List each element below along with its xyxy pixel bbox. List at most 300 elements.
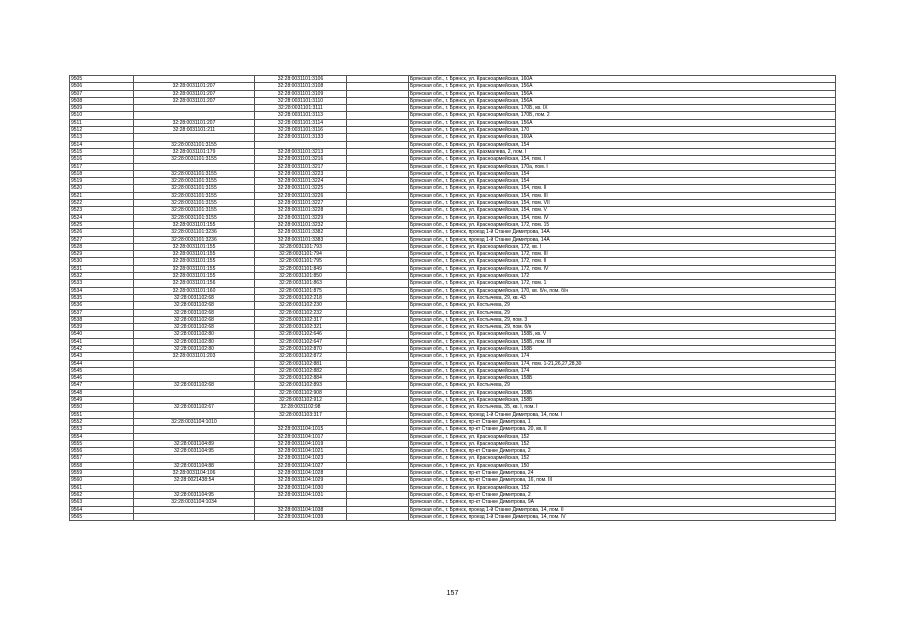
cadastral-number-cell: 32:28:0031101:3110 xyxy=(255,97,347,104)
registry-table xyxy=(69,75,836,521)
row-number-cell: 9527 xyxy=(70,236,134,243)
cadastral-number-cell: 32:28:0031104:1027 xyxy=(255,462,347,469)
empty-cell xyxy=(347,97,409,104)
table-row xyxy=(70,316,836,323)
address-cell: Брянская обл., г. Брянск, проезд 1-й Станке Димитрова, 14, пом. II xyxy=(409,506,836,513)
row-number-cell: 9542 xyxy=(70,345,134,352)
empty-cell xyxy=(347,265,409,272)
row-number-cell: 9512 xyxy=(70,127,134,134)
table-row xyxy=(70,411,836,418)
row-number-cell: 9518 xyxy=(70,170,134,177)
address-cell: Брянская обл., г. Брянск, ул. Костычева, 35, кв. I, пом. I xyxy=(409,404,836,411)
cadastral-number-cell: 32:28:0031102:884 xyxy=(255,375,347,382)
parent-cadastral-number-cell: 32:28:0031101:155 xyxy=(134,258,255,265)
row-number-cell: 9541 xyxy=(70,338,134,345)
cadastral-number-cell: 32:28:0031101:3226 xyxy=(255,192,347,199)
table-row xyxy=(70,105,836,112)
address-cell: Брянская обл., г. Брянск, пр-кт Станке Димитрова, 9А xyxy=(409,499,836,506)
cadastral-number-cell: 32:28:0031102:317 xyxy=(255,316,347,323)
empty-cell xyxy=(347,178,409,185)
address-cell: Брянская обл., г. Брянск, ул. Красноармейская, 170а, пом. I xyxy=(409,163,836,170)
row-number-cell: 9520 xyxy=(70,185,134,192)
cadastral-number-cell: 32:28:0031101:3383 xyxy=(255,236,347,243)
table-row xyxy=(70,499,836,506)
row-number-cell: 9538 xyxy=(70,316,134,323)
row-number-cell: 9563 xyxy=(70,499,134,506)
table-row xyxy=(70,83,836,90)
row-number-cell: 9554 xyxy=(70,433,134,440)
row-number-cell: 9524 xyxy=(70,214,134,221)
empty-cell xyxy=(347,448,409,455)
table-row xyxy=(70,484,836,491)
cadastral-number-cell: 32:28:0031102:872 xyxy=(255,353,347,360)
parent-cadastral-number-cell: 32:28:0031101:160 xyxy=(134,287,255,294)
parent-cadastral-number-cell: 32:28:0031101:155 xyxy=(134,265,255,272)
parent-cadastral-number-cell: 32:28:0031104:95 xyxy=(134,491,255,498)
page-number: 157 xyxy=(446,590,459,597)
empty-cell xyxy=(347,119,409,126)
parent-cadastral-number-cell xyxy=(134,76,255,83)
parent-cadastral-number-cell: 32:28:0031101:179 xyxy=(134,148,255,155)
address-cell: Брянская обл., г. Брянск, ул. Красноармейская, 154 xyxy=(409,141,836,148)
cadastral-number-cell: 32:28:0031102:218 xyxy=(255,294,347,301)
row-number-cell: 9562 xyxy=(70,491,134,498)
parent-cadastral-number-cell: 32:28:0031104:1010 xyxy=(134,418,255,425)
table-row xyxy=(70,207,836,214)
row-number-cell: 9558 xyxy=(70,462,134,469)
empty-cell xyxy=(347,76,409,83)
row-number-cell: 9513 xyxy=(70,134,134,141)
address-cell: Брянская обл., г. Брянск, ул. Костычева, 29, пом. 3 xyxy=(409,316,836,323)
cadastral-number-cell: 32:28:0031101:793 xyxy=(255,243,347,250)
table-row xyxy=(70,382,836,389)
address-cell: Брянская обл., г. Брянск, ул. Красноармейская, 170Б, пом. 2 xyxy=(409,112,836,119)
table-row xyxy=(70,134,836,141)
row-number-cell: 9530 xyxy=(70,258,134,265)
empty-cell xyxy=(347,236,409,243)
empty-cell xyxy=(347,411,409,418)
row-number-cell: 9547 xyxy=(70,382,134,389)
cadastral-number-cell: 32:28:0031101:794 xyxy=(255,251,347,258)
parent-cadastral-number-cell xyxy=(134,360,255,367)
cadastral-number-cell: 32:28:0031101:3106 xyxy=(255,76,347,83)
table-row xyxy=(70,192,836,199)
table-row xyxy=(70,119,836,126)
address-cell: Брянская обл., г. Брянск, ул. Красноармейская, 158Б xyxy=(409,345,836,352)
address-cell: Брянская обл., г. Брянск, ул. Костычева, 29 xyxy=(409,382,836,389)
table-row xyxy=(70,90,836,97)
cadastral-number-cell: 32:28:0031101:3116 xyxy=(255,127,347,134)
empty-cell xyxy=(347,141,409,148)
row-number-cell: 9561 xyxy=(70,484,134,491)
cadastral-number-cell: 32:28:0031101:3224 xyxy=(255,178,347,185)
cadastral-number-cell: 32:28:0031102:232 xyxy=(255,309,347,316)
table-row xyxy=(70,462,836,469)
table-row xyxy=(70,418,836,425)
table-row xyxy=(70,265,836,272)
table-row xyxy=(70,251,836,258)
parent-cadastral-number-cell xyxy=(134,375,255,382)
address-cell: Брянская обл., г. Брянск, ул. Красноармейская, 156А xyxy=(409,83,836,90)
address-cell: Брянская обл., г. Брянск, ул. Крахмалева, 2, пом. I xyxy=(409,148,836,155)
parent-cadastral-number-cell: 32:28:0031101:155 xyxy=(134,243,255,250)
address-cell: Брянская обл., г. Брянск, ул. Красноармейская, 152 xyxy=(409,484,836,491)
cadastral-number-cell: 32:28:0031101:3213 xyxy=(255,148,347,155)
table-row xyxy=(70,258,836,265)
parent-cadastral-number-cell xyxy=(134,112,255,119)
empty-cell xyxy=(347,433,409,440)
row-number-cell: 9540 xyxy=(70,331,134,338)
address-cell: Брянская обл., г. Брянск, ул. Костычева, 29 xyxy=(409,309,836,316)
cadastral-number-cell xyxy=(255,418,347,425)
empty-cell xyxy=(347,360,409,367)
empty-cell xyxy=(347,134,409,141)
cadastral-number-cell: 32:28:0031104:1038 xyxy=(255,506,347,513)
row-number-cell: 9506 xyxy=(70,83,134,90)
address-cell: Брянская обл., г. Брянск, ул. Красноармейская, 154, пом. II xyxy=(409,185,836,192)
cadastral-number-cell: 32:28:0031101:3227 xyxy=(255,200,347,207)
parent-cadastral-number-cell: 32:28:0021438:54 xyxy=(134,477,255,484)
cadastral-number-cell: 32:28:0031101:3111 xyxy=(255,105,347,112)
address-cell: Брянская обл., г. Брянск, проезд 1-й Станке Димитрова, 14, пом. IV xyxy=(409,513,836,520)
empty-cell xyxy=(347,367,409,374)
address-cell: Брянская обл., г. Брянск, ул. Красноармейская, 152 xyxy=(409,433,836,440)
parent-cadastral-number-cell: 32:28:0031104:89 xyxy=(134,440,255,447)
parent-cadastral-number-cell: 32:28:0031101:203 xyxy=(134,353,255,360)
table-row xyxy=(70,200,836,207)
address-cell: Брянская обл., г. Брянск, ул. Костычева, 29 xyxy=(409,302,836,309)
parent-cadastral-number-cell xyxy=(134,513,255,520)
parent-cadastral-number-cell: 32:28:0031101:3155 xyxy=(134,141,255,148)
cadastral-number-cell: 32:28:0031101:849 xyxy=(255,265,347,272)
parent-cadastral-number-cell: 32:28:0031102:67 xyxy=(134,404,255,411)
table-row xyxy=(70,178,836,185)
parent-cadastral-number-cell: 32:28:0031104:106 xyxy=(134,470,255,477)
address-cell: Брянская обл., г. Брянск, ул. Красноармейская, 154, пом. III xyxy=(409,192,836,199)
address-cell: Брянская обл., г. Брянск, пр-кт Станке Димитрова, 2 xyxy=(409,491,836,498)
empty-cell xyxy=(347,389,409,396)
address-cell: Брянская обл., г. Брянск, ул. Красноармейская, 154, пом. V xyxy=(409,207,836,214)
empty-cell xyxy=(347,440,409,447)
cadastral-number-cell: 32:28:0031102:912 xyxy=(255,397,347,404)
cadastral-number-cell: 32:28:0031104:1019 xyxy=(255,440,347,447)
address-cell: Брянская обл., г. Брянск, ул. Красноармейская, 150 xyxy=(409,462,836,469)
table-row xyxy=(70,221,836,228)
row-number-cell: 9511 xyxy=(70,119,134,126)
cadastral-number-cell: 32:28:0031104:1028 xyxy=(255,470,347,477)
table-row xyxy=(70,273,836,280)
table-row xyxy=(70,360,836,367)
address-cell: Брянская обл., г. Брянск, ул. Красноармейская, 160А xyxy=(409,134,836,141)
row-number-cell: 9519 xyxy=(70,178,134,185)
row-number-cell: 9509 xyxy=(70,105,134,112)
parent-cadastral-number-cell: 32:28:0031102:68 xyxy=(134,294,255,301)
empty-cell xyxy=(347,280,409,287)
empty-cell xyxy=(347,353,409,360)
cadastral-number-cell: 32:28:0031101:3229 xyxy=(255,214,347,221)
parent-cadastral-number-cell: 32:28:0031104:88 xyxy=(134,462,255,469)
cadastral-number-cell: 32:28:0031104:1023 xyxy=(255,455,347,462)
row-number-cell: 9565 xyxy=(70,513,134,520)
table-row xyxy=(70,389,836,396)
row-number-cell: 9555 xyxy=(70,440,134,447)
address-cell: Брянская обл., г. Брянск, пр-кт Станке Димитрова, 16, пом. III xyxy=(409,477,836,484)
table-row xyxy=(70,426,836,433)
parent-cadastral-number-cell: 32:28:0031104:1034 xyxy=(134,499,255,506)
empty-cell xyxy=(347,148,409,155)
empty-cell xyxy=(347,170,409,177)
address-cell: Брянская обл., г. Брянск, ул. Красноармейская, 156А xyxy=(409,119,836,126)
table-row xyxy=(70,185,836,192)
empty-cell xyxy=(347,309,409,316)
address-cell: Брянская обл., г. Брянск, ул. Красноармейская, 172, пом. III xyxy=(409,251,836,258)
row-number-cell: 9535 xyxy=(70,294,134,301)
table-row xyxy=(70,287,836,294)
row-number-cell: 9528 xyxy=(70,243,134,250)
table-row xyxy=(70,455,836,462)
cadastral-number-cell: 32:28:0031101:3109 xyxy=(255,90,347,97)
empty-cell xyxy=(347,156,409,163)
row-number-cell: 9521 xyxy=(70,192,134,199)
cadastral-number-cell: 32:28:0031101:3232 xyxy=(255,221,347,228)
empty-cell xyxy=(347,243,409,250)
parent-cadastral-number-cell xyxy=(134,426,255,433)
cadastral-number-cell: 32:28:0031102:647 xyxy=(255,338,347,345)
cadastral-number-cell: 32:28:0031101:875 xyxy=(255,287,347,294)
cadastral-number-cell: 32:28:0031104:1031 xyxy=(255,491,347,498)
cadastral-number-cell: 32:28:0031104:1029 xyxy=(255,477,347,484)
table-row xyxy=(70,324,836,331)
empty-cell xyxy=(347,127,409,134)
parent-cadastral-number-cell: 32:28:0031102:80 xyxy=(134,345,255,352)
table-row xyxy=(70,470,836,477)
parent-cadastral-number-cell xyxy=(134,134,255,141)
cadastral-number-cell: 32:28:0031102:881 xyxy=(255,360,347,367)
empty-cell xyxy=(347,105,409,112)
table-row xyxy=(70,433,836,440)
cadastral-number-cell: 32:28:0031101:850 xyxy=(255,273,347,280)
cadastral-number-cell: 32:28:0031104:1021 xyxy=(255,448,347,455)
table-row xyxy=(70,309,836,316)
empty-cell xyxy=(347,316,409,323)
parent-cadastral-number-cell: 32:28:0031101:3155 xyxy=(134,185,255,192)
cadastral-number-cell: 32:28:0031102:893 xyxy=(255,382,347,389)
table-row xyxy=(70,331,836,338)
row-number-cell: 9517 xyxy=(70,163,134,170)
address-cell: Брянская обл., г. Брянск, пр-кт Станке Димитрова, 24 xyxy=(409,470,836,477)
empty-cell xyxy=(347,345,409,352)
address-cell: Брянская обл., г. Брянск, ул. Красноармейская, 154, пом. I xyxy=(409,156,836,163)
empty-cell xyxy=(347,200,409,207)
address-cell: Брянская обл., г. Брянск, ул. Красноармейская, 174 xyxy=(409,353,836,360)
table-row xyxy=(70,338,836,345)
empty-cell xyxy=(347,462,409,469)
registry-table-body xyxy=(70,76,836,521)
address-cell: Брянская обл., г. Брянск, ул. Красноармейская, 154 xyxy=(409,178,836,185)
table-row xyxy=(70,294,836,301)
empty-cell xyxy=(347,499,409,506)
cadastral-number-cell: 32:28:0031104:1039 xyxy=(255,513,347,520)
empty-cell xyxy=(347,455,409,462)
address-cell: Брянская обл., г. Брянск, ул. Красноармейская, 172 xyxy=(409,273,836,280)
empty-cell xyxy=(347,470,409,477)
address-cell: Брянская обл., г. Брянск, ул. Красноармейская, 154 xyxy=(409,170,836,177)
parent-cadastral-number-cell: 32:28:0031102:68 xyxy=(134,316,255,323)
row-number-cell: 9545 xyxy=(70,367,134,374)
row-number-cell: 9525 xyxy=(70,221,134,228)
empty-cell xyxy=(347,287,409,294)
table-row xyxy=(70,477,836,484)
table-row xyxy=(70,127,836,134)
parent-cadastral-number-cell xyxy=(134,367,255,374)
row-number-cell: 9534 xyxy=(70,287,134,294)
parent-cadastral-number-cell xyxy=(134,389,255,396)
row-number-cell: 9537 xyxy=(70,309,134,316)
table-row xyxy=(70,302,836,309)
row-number-cell: 9526 xyxy=(70,229,134,236)
empty-cell xyxy=(347,484,409,491)
cadastral-number-cell: 32:28:0031101:3108 xyxy=(255,83,347,90)
parent-cadastral-number-cell: 32:28:0031101:3155 xyxy=(134,156,255,163)
table-row xyxy=(70,148,836,155)
parent-cadastral-number-cell: 32:28:0031104:95 xyxy=(134,448,255,455)
cadastral-number-cell xyxy=(255,141,347,148)
address-cell: Брянская обл., г. Брянск, проезд 1-й Станке Димитрова, 14, пом. I xyxy=(409,411,836,418)
table-row xyxy=(70,397,836,404)
table-row xyxy=(70,243,836,250)
address-cell: Брянская обл., г. Брянск, ул. Красноармейская, 154, пом. VII xyxy=(409,200,836,207)
parent-cadastral-number-cell xyxy=(134,411,255,418)
address-cell: Брянская обл., г. Брянск, ул. Красноармейская, 154, пом. IV xyxy=(409,214,836,221)
table-row xyxy=(70,214,836,221)
address-cell: Брянская обл., г. Брянск, ул. Красноармейская, 174 xyxy=(409,367,836,374)
empty-cell xyxy=(347,90,409,97)
parent-cadastral-number-cell: 32:28:0031102:68 xyxy=(134,382,255,389)
parent-cadastral-number-cell: 32:28:0031101:155 xyxy=(134,251,255,258)
row-number-cell: 9544 xyxy=(70,360,134,367)
cadastral-number-cell: 32:28:0031101:3223 xyxy=(255,170,347,177)
address-cell: Брянская обл., г. Брянск, ул. Красноармейская, 156А xyxy=(409,90,836,97)
address-cell: Брянская обл., г. Брянск, ул. Красноармейская, 158Б xyxy=(409,389,836,396)
row-number-cell: 9507 xyxy=(70,90,134,97)
table-row xyxy=(70,156,836,163)
table-row xyxy=(70,513,836,520)
row-number-cell: 9550 xyxy=(70,404,134,411)
cadastral-number-cell: 32:28:0031104:1030 xyxy=(255,484,347,491)
empty-cell xyxy=(347,251,409,258)
empty-cell xyxy=(347,491,409,498)
address-cell: Брянская обл., г. Брянск, ул. Красноармейская, 172, пом. IV xyxy=(409,265,836,272)
parent-cadastral-number-cell xyxy=(134,484,255,491)
cadastral-number-cell: 32:28:0031102:908 xyxy=(255,389,347,396)
empty-cell xyxy=(347,192,409,199)
address-cell: Брянская обл., г. Брянск, ул. Красноармейская, 170 xyxy=(409,127,836,134)
row-number-cell: 9532 xyxy=(70,273,134,280)
cadastral-number-cell: 32:28:0031101:3113 xyxy=(255,112,347,119)
table-row xyxy=(70,97,836,104)
row-number-cell: 9549 xyxy=(70,397,134,404)
cadastral-number-cell: 32:28:0031101:3225 xyxy=(255,185,347,192)
address-cell: Брянская обл., г. Брянск, проезд 1-й Станке Димитрова, 14А xyxy=(409,229,836,236)
cadastral-number-cell: 32:28:0031102:98 xyxy=(255,404,347,411)
table-row xyxy=(70,367,836,374)
parent-cadastral-number-cell: 32:28:0031101:207 xyxy=(134,119,255,126)
row-number-cell: 9529 xyxy=(70,251,134,258)
row-number-cell: 9560 xyxy=(70,477,134,484)
table-row xyxy=(70,112,836,119)
empty-cell xyxy=(347,302,409,309)
cadastral-number-cell: 32:28:0031101:3114 xyxy=(255,119,347,126)
row-number-cell: 9564 xyxy=(70,506,134,513)
parent-cadastral-number-cell: 32:28:0031102:68 xyxy=(134,324,255,331)
empty-cell xyxy=(347,273,409,280)
cadastral-number-cell: 32:28:0031103:317 xyxy=(255,411,347,418)
empty-cell xyxy=(347,338,409,345)
row-number-cell: 9551 xyxy=(70,411,134,418)
parent-cadastral-number-cell xyxy=(134,397,255,404)
address-cell: Брянская обл., г. Брянск, ул. Красноармейская, 152 xyxy=(409,440,836,447)
table-row xyxy=(70,345,836,352)
table-row xyxy=(70,236,836,243)
address-cell: Брянская обл., г. Брянск, ул. Красноармейская, 152 xyxy=(409,455,836,462)
parent-cadastral-number-cell: 32:28:0031101:156 xyxy=(134,280,255,287)
address-cell: Брянская обл., г. Брянск, ул. Красноармейская, 172, пом. II xyxy=(409,258,836,265)
cadastral-number-cell: 32:28:0031102:870 xyxy=(255,345,347,352)
empty-cell xyxy=(347,207,409,214)
row-number-cell: 9516 xyxy=(70,156,134,163)
cadastral-number-cell: 32:28:0031102:882 xyxy=(255,367,347,374)
parent-cadastral-number-cell: 32:28:0031101:155 xyxy=(134,273,255,280)
cadastral-number-cell: 32:28:0031104:1015 xyxy=(255,426,347,433)
parent-cadastral-number-cell: 32:28:0031101:207 xyxy=(134,97,255,104)
address-cell: Брянская обл., г. Брянск, ул. Красноармейская, 172, пом. 15 xyxy=(409,221,836,228)
address-cell: Брянская обл., г. Брянск, ул. Красноармейская, 158Б xyxy=(409,397,836,404)
table-row xyxy=(70,280,836,287)
table-row xyxy=(70,448,836,455)
parent-cadastral-number-cell: 32:28:0031101:3236 xyxy=(134,236,255,243)
empty-cell xyxy=(347,426,409,433)
empty-cell xyxy=(347,83,409,90)
row-number-cell: 9543 xyxy=(70,353,134,360)
cadastral-number-cell: 32:28:0031102:646 xyxy=(255,331,347,338)
address-cell: Брянская обл., г. Брянск, ул. Красноармейская, 172, пом. 1 xyxy=(409,280,836,287)
cadastral-number-cell: 32:28:0031102:230 xyxy=(255,302,347,309)
row-number-cell: 9522 xyxy=(70,200,134,207)
table-row xyxy=(70,440,836,447)
address-cell: Брянская обл., г. Брянск, ул. Красноармейская, 170, кв. б/н, пом. б/н xyxy=(409,287,836,294)
row-number-cell: 9557 xyxy=(70,455,134,462)
empty-cell xyxy=(347,294,409,301)
empty-cell xyxy=(347,185,409,192)
address-cell: Брянская обл., г. Брянск, ул. Костычева, 29, кв. 43 xyxy=(409,294,836,301)
row-number-cell: 9559 xyxy=(70,470,134,477)
table-row xyxy=(70,170,836,177)
parent-cadastral-number-cell xyxy=(134,433,255,440)
table-row xyxy=(70,353,836,360)
empty-cell xyxy=(347,331,409,338)
table-row xyxy=(70,404,836,411)
table-row xyxy=(70,229,836,236)
parent-cadastral-number-cell: 32:28:0031101:3155 xyxy=(134,192,255,199)
row-number-cell: 9556 xyxy=(70,448,134,455)
table-row xyxy=(70,375,836,382)
parent-cadastral-number-cell: 32:28:0031101:3236 xyxy=(134,229,255,236)
address-cell: Брянская обл., г. Брянск, ул. Красноармейская, 158Б, пом. III xyxy=(409,338,836,345)
parent-cadastral-number-cell: 32:28:0031101:207 xyxy=(134,90,255,97)
cadastral-number-cell xyxy=(255,499,347,506)
row-number-cell: 9508 xyxy=(70,97,134,104)
empty-cell xyxy=(347,214,409,221)
